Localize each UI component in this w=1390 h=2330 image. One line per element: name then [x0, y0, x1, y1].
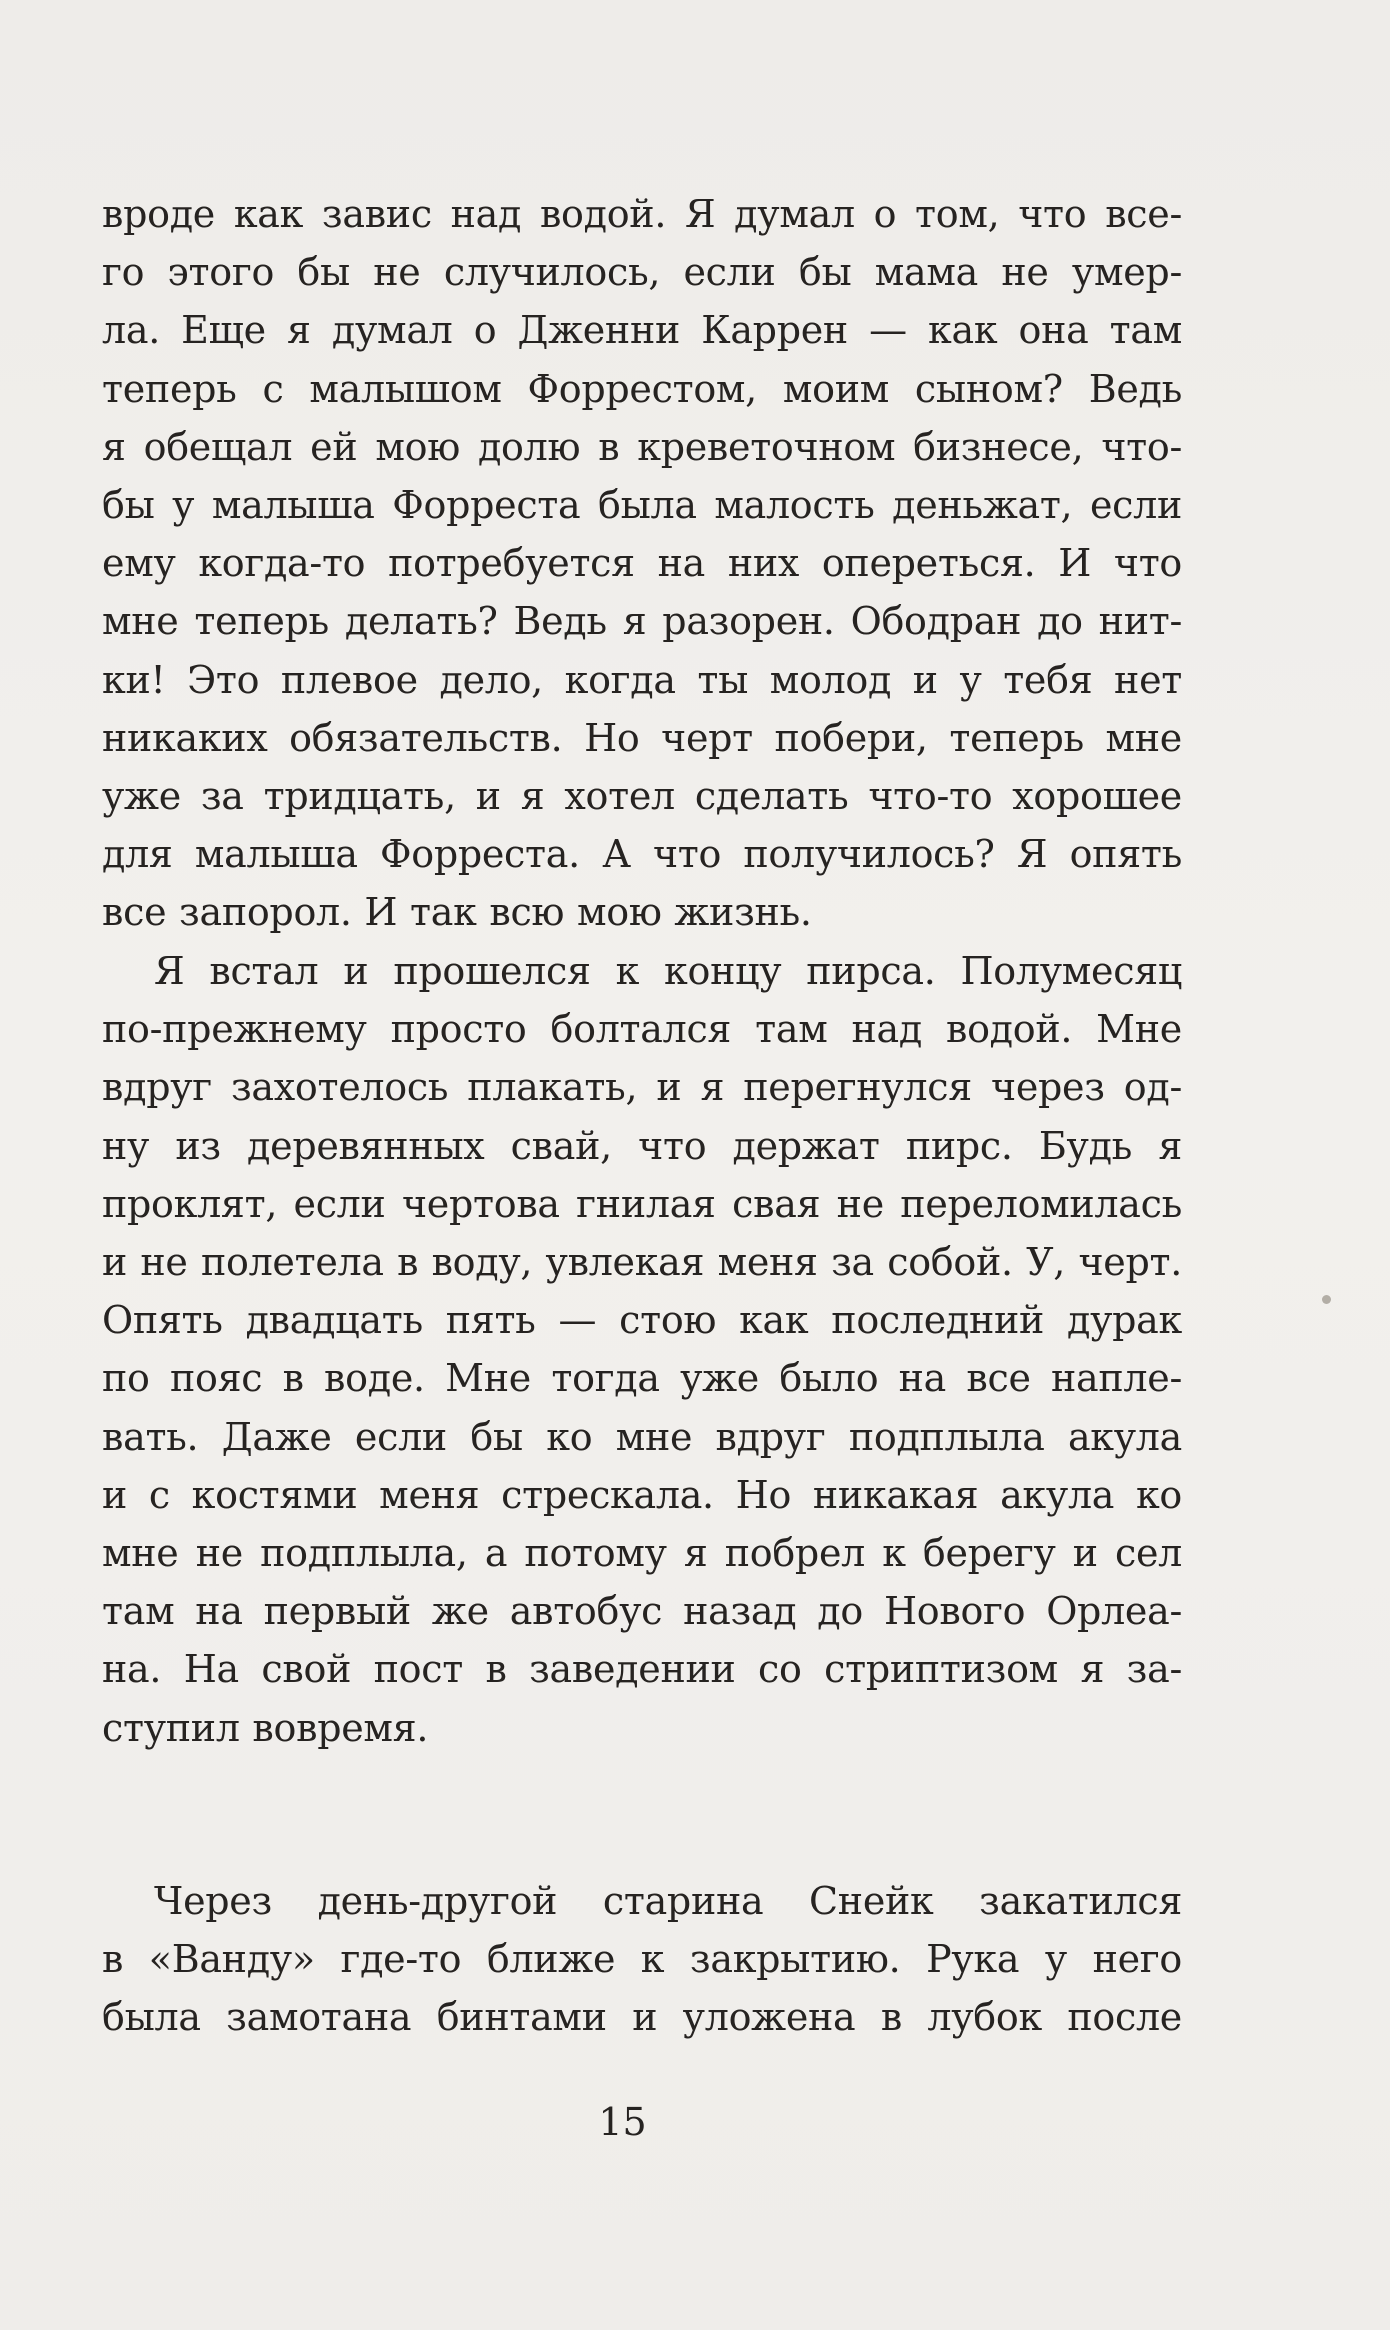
text-line: Опять двадцать пять — стою как последний дурак [102, 1298, 1182, 1343]
text-line: ла. Еще я думал о Дженни Каррен — как она там [102, 308, 1182, 353]
paper-speck [1322, 1295, 1331, 1304]
text-line: ну из деревянных свай, что держат пирс. Будь я [102, 1123, 1182, 1168]
text-line: в «Ванду» где-то ближе к закрытию. Рука у него [102, 1937, 1182, 1982]
text-line: уже за тридцать, и я хотел сделать что-то хорошее [102, 774, 1182, 819]
text-line: была замотана бинтами и уложена в лубок после [102, 1995, 1182, 2040]
page-number: 15 [598, 2100, 647, 2144]
text-line: никаких обязательств. Но черт побери, теперь мне [102, 715, 1182, 760]
text-line: на. На свой пост в заведении со стриптизом я за- [102, 1647, 1182, 1692]
text-line: го этого бы не случилось, если бы мама не умер- [102, 250, 1182, 295]
text-line: я обещал ей мою долю в креветочном бизнесе, что- [102, 424, 1182, 469]
text-line: там на первый же автобус назад до Нового Орлеа- [102, 1589, 1182, 1634]
text-line: для малыша Форреста. А что получилось? Я опять [102, 832, 1182, 877]
text-line: теперь с малышом Форрестом, моим сыном? Ведь [102, 366, 1182, 411]
text-line: мне теперь делать? Ведь я разорен. Ободран до нит- [102, 599, 1182, 644]
text-line: и не полетела в воду, увлекая меня за собой. У, черт. [102, 1240, 1182, 1285]
text-line: Через день-другой старина Снейк закатился [154, 1879, 1182, 1923]
text-line: ступил вовремя. [102, 1705, 429, 1750]
text-line: и с костями меня стрескала. Но никакая акула ко [102, 1472, 1182, 1517]
text-line: по пояс в воде. Мне тогда уже было на все напле- [102, 1356, 1182, 1401]
paragraph-3 [102, 1872, 1182, 2047]
text-line: бы у малыша Форреста была малость деньжат, если [102, 483, 1182, 528]
text-line: ки! Это плевое дело, когда ты молод и у тебя нет [102, 657, 1182, 702]
text-line: проклят, если чертова гнилая свая не переломилась [102, 1181, 1182, 1226]
paragraph-2 [102, 942, 1182, 1757]
paragraph-1 [102, 185, 1182, 942]
text-line: мне не подплыла, а потому я побрел к берегу и сел [102, 1531, 1182, 1576]
text-line: Я встал и прошелся к концу пирса. Полумесяц [154, 949, 1182, 993]
text-line: по-прежнему просто болтался там над водой. Мне [102, 1007, 1182, 1052]
text-line: все запорол. И так всю мою жизнь. [102, 890, 812, 935]
text-line: вать. Даже если бы ко мне вдруг подплыла акула [102, 1414, 1182, 1459]
text-line: вдруг захотелось плакать, и я перегнулся через од- [102, 1065, 1182, 1110]
text-line: вроде как завис над водой. Я думал о том, что все- [102, 192, 1182, 236]
text-line: ему когда-то потребуется на них опереться. И что [102, 541, 1182, 586]
